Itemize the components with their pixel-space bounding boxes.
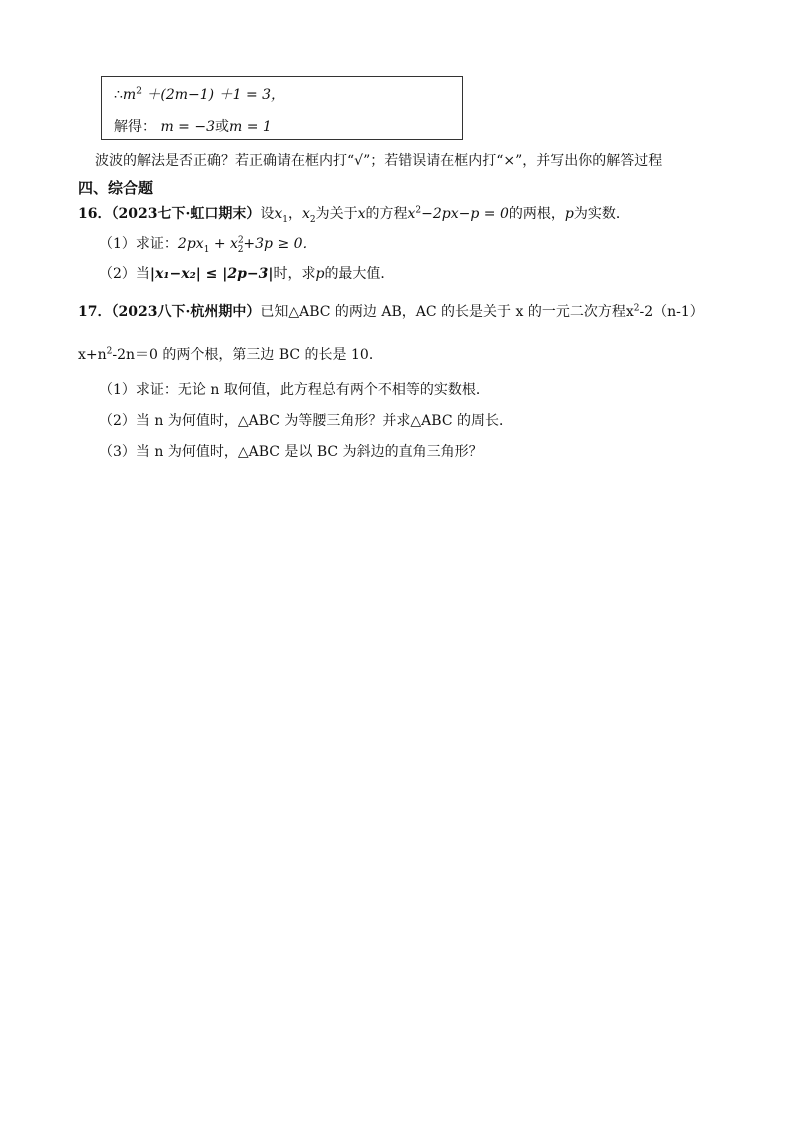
solution-line-1: $\therefore m^2 +(2m-1) +1 = 3$，: [114, 86, 286, 103]
q16-part2: （2）当|x₁−x₂| ≤ |2p−3|时，求p的最大值．: [99, 266, 395, 282]
q17-part1: （1）求证：无论 n 取何值，此方程总有两个不相等的实数根．: [99, 382, 490, 398]
q17-part2: （2）当 n 为何值时，△ABC 为等腰三角形？并求△ABC 的周长．: [99, 413, 513, 429]
q17-stem-line2: $x+n^2-2n=0$ 的两个根，第三边 BC 的长是 10．: [78, 346, 383, 363]
q16-part1: （1）求证：$2px_1 + x^2_2+3p \ge 0$．: [99, 235, 317, 255]
q17-part3: （3）当 n 为何值时，△ABC 是以 BC 为斜边的直角三角形？: [99, 444, 483, 460]
question-line: 波波的解法是否正确？若正确请在框内打“√”；若错误请在框内打“×”，并写出你的解答过程: [95, 153, 663, 169]
section-title: 四、综合题: [78, 179, 154, 197]
q17-stem-line1: 17．（2023八下·杭州期中）已知△ABC 的两边 AB，AC 的长是关于 x 的一元二次方程$x^2-2(n-1)$: [78, 303, 704, 320]
q16-stem: 16．（2023七下·虹口期末）设$x_1$，$x_2$为关于x的方程$x^2-2px-p = 0$的两根，p为实数．: [78, 205, 630, 225]
solution-line-2: 解得： m = −3或m = 1: [114, 119, 272, 135]
